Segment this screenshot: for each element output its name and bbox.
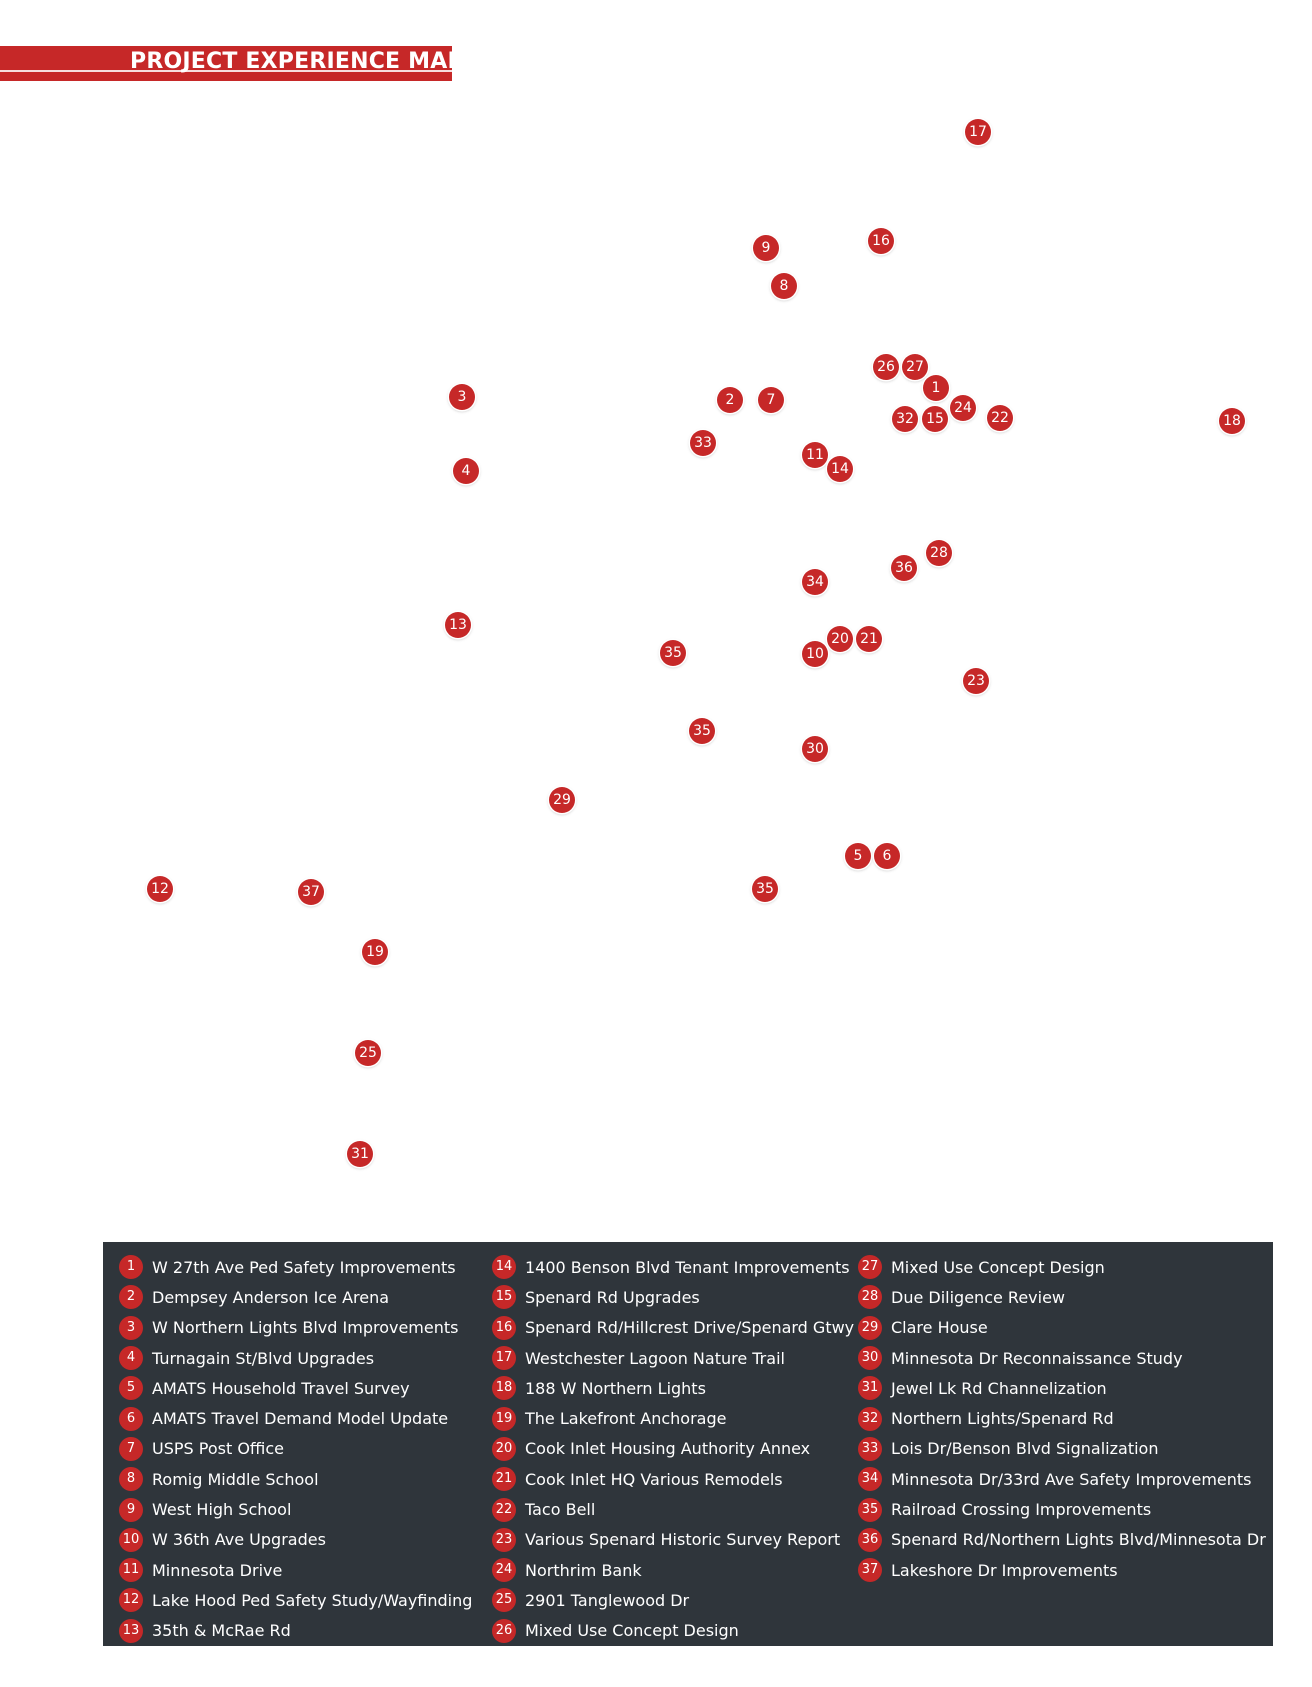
map-marker-8[interactable]: 8: [771, 273, 797, 299]
legend-item-7: [119, 1434, 472, 1464]
legend-label: 188 W Northern Lights: [525, 1378, 706, 1398]
map-marker-3[interactable]: 3: [449, 384, 475, 410]
map-marker-22[interactable]: 22: [987, 405, 1013, 431]
legend-item-17: [492, 1343, 854, 1373]
legend-number-badge: 24: [492, 1558, 516, 1582]
legend-number-badge: 36: [858, 1528, 882, 1552]
legend-item-23: [492, 1525, 854, 1555]
map-marker-2[interactable]: 2: [717, 387, 743, 413]
map-marker-12[interactable]: 12: [147, 876, 173, 902]
legend-label: West High School: [152, 1500, 292, 1520]
legend-panel: [103, 1242, 1273, 1646]
legend-item-6: [119, 1403, 472, 1433]
legend-number-badge: 11: [119, 1558, 143, 1582]
map-marker-11[interactable]: 11: [802, 442, 828, 468]
map-marker-4[interactable]: 4: [453, 458, 479, 484]
legend-label: 1400 Benson Blvd Tenant Improvements: [525, 1257, 850, 1277]
map-marker-18[interactable]: 18: [1219, 408, 1245, 434]
legend-item-14: [492, 1252, 854, 1282]
map-marker-10[interactable]: 10: [802, 641, 828, 667]
map-marker-30[interactable]: 30: [802, 736, 828, 762]
legend-item-25: [492, 1585, 854, 1615]
legend-item-12: [119, 1585, 472, 1615]
legend-label: Jewel Lk Rd Channelization: [891, 1378, 1107, 1398]
legend-item-13: [119, 1616, 472, 1646]
map-marker-1[interactable]: 1: [923, 375, 949, 401]
legend-item-11: [119, 1555, 472, 1585]
legend-item-26: [492, 1616, 854, 1646]
legend-number-badge: 32: [858, 1407, 882, 1431]
map-marker-28[interactable]: 28: [926, 540, 952, 566]
map-marker-24[interactable]: 24: [950, 395, 976, 421]
legend-label: W 27th Ave Ped Safety Improvements: [152, 1257, 456, 1277]
map-marker-35[interactable]: 35: [752, 876, 778, 902]
legend-number-badge: 13: [119, 1619, 143, 1643]
legend-number-badge: 8: [119, 1467, 143, 1491]
legend-label: Various Spenard Historic Survey Report: [525, 1530, 841, 1550]
legend-label: Spenard Rd/Northern Lights Blvd/Minnesota Dr: [891, 1530, 1266, 1550]
map-marker-29[interactable]: 29: [549, 787, 575, 813]
legend-label: 2901 Tanglewood Dr: [525, 1590, 690, 1610]
legend-item-9: [119, 1494, 472, 1524]
legend-number-badge: 27: [858, 1255, 882, 1279]
legend-number-badge: 16: [492, 1316, 516, 1340]
legend-number-badge: 33: [858, 1437, 882, 1461]
map-marker-7[interactable]: 7: [758, 387, 784, 413]
legend-item-36: [858, 1525, 1266, 1555]
legend-number-badge: 35: [858, 1498, 882, 1522]
legend-item-16: [492, 1313, 854, 1343]
legend-number-badge: 25: [492, 1588, 516, 1612]
legend-label: Romig Middle School: [152, 1469, 319, 1489]
legend-item-3: [119, 1313, 472, 1343]
map-marker-37[interactable]: 37: [298, 879, 324, 905]
legend-label: Minnesota Dr/33rd Ave Safety Improvements: [891, 1469, 1252, 1489]
page-title: PROJECT EXPERIENCE MAP: [130, 49, 464, 74]
legend-label: W 36th Ave Upgrades: [152, 1530, 326, 1550]
legend-item-35: [858, 1494, 1266, 1524]
legend-number-badge: 21: [492, 1467, 516, 1491]
legend-column-3: [858, 1252, 1266, 1585]
legend-item-8: [119, 1464, 472, 1494]
legend-item-33: [858, 1434, 1266, 1464]
map-marker-26[interactable]: 26: [873, 354, 899, 380]
legend-label: Lake Hood Ped Safety Study/Wayfinding: [152, 1590, 473, 1610]
legend-item-5: [119, 1373, 472, 1403]
legend-label: Turnagain St/Blvd Upgrades: [152, 1348, 375, 1368]
legend-column-1: [119, 1252, 472, 1646]
legend-label: AMATS Travel Demand Model Update: [152, 1409, 449, 1429]
legend-label: W Northern Lights Blvd Improvements: [152, 1318, 459, 1338]
legend-number-badge: 9: [119, 1498, 143, 1522]
map-marker-23[interactable]: 23: [963, 668, 989, 694]
map-marker-35[interactable]: 35: [660, 640, 686, 666]
legend-label: Railroad Crossing Improvements: [891, 1500, 1152, 1520]
map-marker-35[interactable]: 35: [689, 718, 715, 744]
map-marker-6[interactable]: 6: [874, 843, 900, 869]
legend-label: Westchester Lagoon Nature Trail: [525, 1348, 785, 1368]
legend-item-10: [119, 1525, 472, 1555]
legend-item-31: [858, 1373, 1266, 1403]
map-marker-36[interactable]: 36: [891, 555, 917, 581]
legend-label: Taco Bell: [525, 1500, 596, 1520]
legend-item-32: [858, 1403, 1266, 1433]
legend-item-1: [119, 1252, 472, 1282]
legend-label: AMATS Household Travel Survey: [152, 1378, 410, 1398]
legend-number-badge: 28: [858, 1285, 882, 1309]
legend-item-15: [492, 1282, 854, 1312]
legend-label: Due Diligence Review: [891, 1287, 1065, 1307]
legend-label: Lois Dr/Benson Blvd Signalization: [891, 1439, 1159, 1459]
legend-item-20: [492, 1434, 854, 1464]
legend-column-2: [492, 1252, 854, 1646]
legend-number-badge: 31: [858, 1376, 882, 1400]
legend-number-badge: 12: [119, 1588, 143, 1612]
legend-item-24: [492, 1555, 854, 1585]
map-marker-19[interactable]: 19: [362, 939, 388, 965]
legend-number-badge: 17: [492, 1346, 516, 1370]
legend-number-badge: 23: [492, 1528, 516, 1552]
legend-label: Spenard Rd/Hillcrest Drive/Spenard Gtwy: [525, 1318, 855, 1338]
legend-item-18: [492, 1373, 854, 1403]
map-marker-32[interactable]: 32: [892, 406, 918, 432]
legend-number-badge: 14: [492, 1255, 516, 1279]
legend-number-badge: 29: [858, 1316, 882, 1340]
legend-label: Minnesota Drive: [152, 1560, 283, 1580]
map-marker-17[interactable]: 17: [965, 119, 991, 145]
legend-item-30: [858, 1343, 1266, 1373]
legend-label: USPS Post Office: [152, 1439, 285, 1459]
map-marker-5[interactable]: 5: [845, 843, 871, 869]
legend-number-badge: 15: [492, 1285, 516, 1309]
legend-number-badge: 5: [119, 1376, 143, 1400]
legend-item-29: [858, 1313, 1266, 1343]
legend-label: Lakeshore Dr Improvements: [891, 1560, 1118, 1580]
map-marker-21[interactable]: 21: [856, 626, 882, 652]
legend-number-badge: 18: [492, 1376, 516, 1400]
legend-label: Northrim Bank: [525, 1560, 642, 1580]
legend-number-badge: 3: [119, 1316, 143, 1340]
map-marker-25[interactable]: 25: [355, 1040, 381, 1066]
legend-label: Spenard Rd Upgrades: [525, 1287, 700, 1307]
legend-number-badge: 10: [119, 1528, 143, 1552]
legend-number-badge: 6: [119, 1407, 143, 1431]
legend-number-badge: 7: [119, 1437, 143, 1461]
legend-item-21: [492, 1464, 854, 1494]
legend-number-badge: 22: [492, 1498, 516, 1522]
legend-label: Clare House: [891, 1318, 988, 1338]
map-marker-15[interactable]: 15: [922, 406, 948, 432]
map-marker-9[interactable]: 9: [753, 235, 779, 261]
legend-label: Mixed Use Concept Design: [891, 1257, 1105, 1277]
legend-item-2: [119, 1282, 472, 1312]
legend-item-22: [492, 1494, 854, 1524]
legend-label: The Lakefront Anchorage: [525, 1409, 727, 1429]
legend-label: Cook Inlet HQ Various Remodels: [525, 1469, 783, 1489]
legend-number-badge: 19: [492, 1407, 516, 1431]
legend-number-badge: 4: [119, 1346, 143, 1370]
legend-label: Cook Inlet Housing Authority Annex: [525, 1439, 811, 1459]
legend-label: 35th & McRae Rd: [152, 1621, 291, 1641]
legend-label: Minnesota Dr Reconnaissance Study: [891, 1348, 1183, 1368]
legend-number-badge: 1: [119, 1255, 143, 1279]
map-marker-20[interactable]: 20: [827, 626, 853, 652]
legend-number-badge: 20: [492, 1437, 516, 1461]
map-marker-34[interactable]: 34: [802, 569, 828, 595]
legend-item-27: [858, 1252, 1266, 1282]
legend-number-badge: 30: [858, 1346, 882, 1370]
legend-number-badge: 26: [492, 1619, 516, 1643]
map-marker-27[interactable]: 27: [902, 354, 928, 380]
legend-item-37: [858, 1555, 1266, 1585]
legend-label: Mixed Use Concept Design: [525, 1621, 739, 1641]
map-marker-16[interactable]: 16: [868, 228, 894, 254]
map-marker-13[interactable]: 13: [445, 612, 471, 638]
legend-item-19: [492, 1403, 854, 1433]
map-marker-33[interactable]: 33: [690, 430, 716, 456]
map-marker-31[interactable]: 31: [347, 1141, 373, 1167]
legend-number-badge: 2: [119, 1285, 143, 1309]
legend-item-4: [119, 1343, 472, 1373]
legend-number-badge: 34: [858, 1467, 882, 1491]
legend-label: Dempsey Anderson Ice Arena: [152, 1287, 390, 1307]
legend-label: Northern Lights/Spenard Rd: [891, 1409, 1114, 1429]
legend-number-badge: 37: [858, 1558, 882, 1582]
legend-item-34: [858, 1464, 1266, 1494]
map-marker-14[interactable]: 14: [827, 456, 853, 482]
map-area: [0, 90, 1312, 1230]
legend-item-28: [858, 1282, 1266, 1312]
